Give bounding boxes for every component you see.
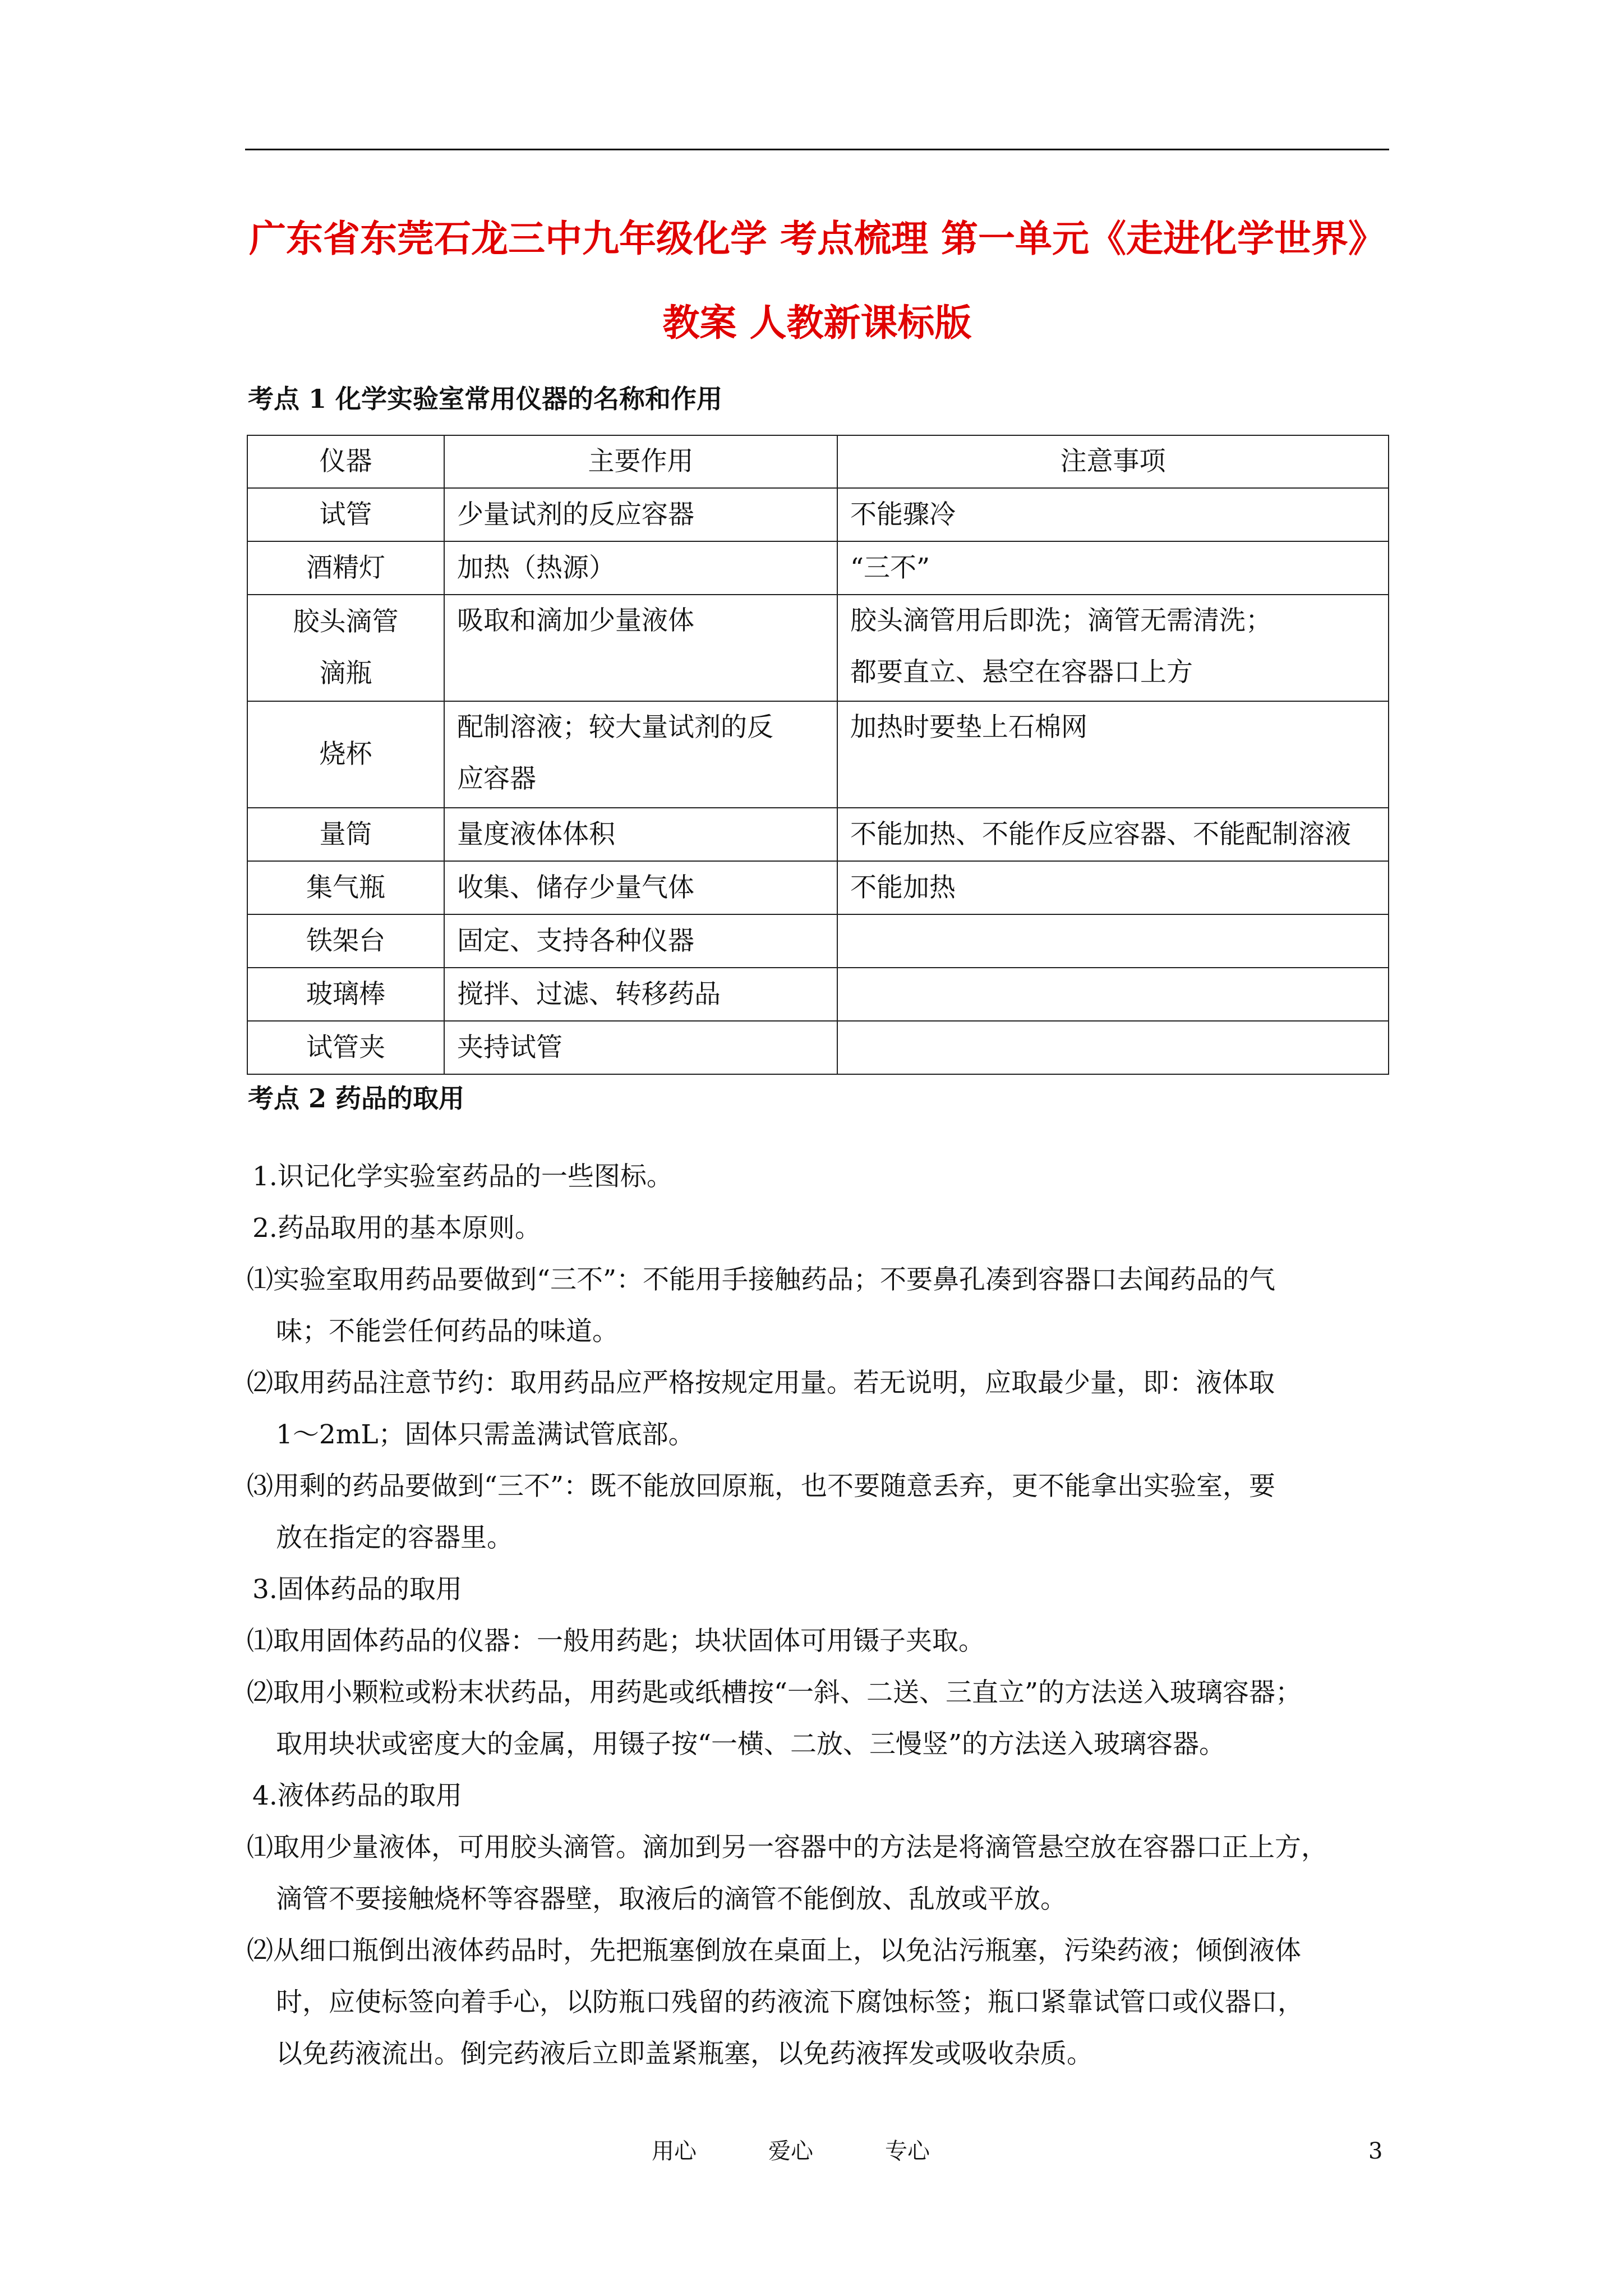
list-item-continuation: 以免药液流出。倒完药液后立即盖紧瓶塞，以免药液挥发或吸收杂质。 xyxy=(276,2039,1093,2069)
page-number: 3 xyxy=(1368,2138,1383,2164)
instrument-use: 夹持试管 xyxy=(444,1021,837,1074)
instrument-name-line: 胶头滴管 xyxy=(293,606,399,637)
section-heading-1: 考点 1 化学实验室常用仪器的名称和作用 xyxy=(248,384,723,414)
table-row xyxy=(247,488,1389,541)
instrument-note xyxy=(837,595,1389,701)
instrument-use-line: 应容器 xyxy=(457,763,536,794)
footer-motto-3: 专心 xyxy=(885,2138,930,2164)
list-item-continuation: 滴管不要接触烧杯等容器壁，取液后的滴管不能倒放、乱放或平放。 xyxy=(276,1884,1067,1915)
table-row xyxy=(247,1021,1389,1074)
list-item: 2.药品取用的基本原则。 xyxy=(252,1213,541,1244)
instrument-note: 不能骤冷 xyxy=(837,488,1389,541)
instrument-name-line: 滴瓶 xyxy=(319,658,372,689)
document-title-line-2: 教案 人教新课标版 xyxy=(662,301,972,344)
instrument-name: 试管 xyxy=(247,488,444,541)
list-item: ⑵取用小颗粒或粉末状药品，用药匙或纸槽按“一斜、二送、三直立”的方法送入玻璃容器； xyxy=(247,1677,1302,1708)
table-row xyxy=(247,861,1389,914)
instrument-note: 不能加热、不能作反应容器、不能配制溶液 xyxy=(837,808,1389,861)
document-title-line-1: 广东省东莞石龙三中九年级化学 考点梳理 第一单元《走进化学世界》 xyxy=(249,217,1385,260)
instrument-note: 加热时要垫上石棉网 xyxy=(837,701,1389,808)
instrument-use: 搅拌、过滤、转移药品 xyxy=(444,968,837,1021)
instrument-note xyxy=(837,914,1389,968)
instrument-note-line: 胶头滴管用后即洗；滴管无需清洗； xyxy=(850,605,1272,636)
instrument-use: 吸取和滴加少量液体 xyxy=(444,595,837,701)
instrument-use: 固定、支持各种仪器 xyxy=(444,914,837,968)
instrument-note: 不能加热 xyxy=(837,861,1389,914)
instrument-name: 铁架台 xyxy=(247,914,444,968)
instrument-note-line: 都要直立、悬空在容器口上方 xyxy=(850,657,1193,688)
instrument-name: 集气瓶 xyxy=(247,861,444,914)
header-rule xyxy=(245,149,1389,150)
table-row xyxy=(247,914,1389,968)
instrument-note xyxy=(837,968,1389,1021)
instrument-name: 烧杯 xyxy=(247,701,444,808)
list-item: 4.液体药品的取用 xyxy=(252,1780,462,1811)
section-heading-2: 考点 2 药品的取用 xyxy=(248,1083,465,1114)
table-row xyxy=(247,541,1389,595)
instrument-use-line: 配制溶液；较大量试剂的反 xyxy=(457,712,773,743)
instrument-name xyxy=(247,595,444,701)
list-item: ⑵从细口瓶倒出液体药品时，先把瓶塞倒放在桌面上，以免沾污瓶塞，污染药液；倾倒液体 xyxy=(247,1935,1301,1966)
table-header-cell: 注意事项 xyxy=(837,435,1389,488)
footer-motto-2: 爱心 xyxy=(768,2138,813,2164)
list-item-continuation: 放在指定的容器里。 xyxy=(276,1522,513,1553)
table-header-row xyxy=(247,435,1389,488)
instrument-note: “三不” xyxy=(837,541,1389,595)
list-item-continuation: 时，应使标签向着手心，以防瓶口残留的药液流下腐蚀标签；瓶口紧靠试管口或仪器口， xyxy=(276,1987,1304,2018)
list-item-continuation: 味；不能尝任何药品的味道。 xyxy=(276,1316,619,1347)
instrument-use: 量度液体体积 xyxy=(444,808,837,861)
paragraph-block xyxy=(247,1151,1327,2080)
footer-motto-1: 用心 xyxy=(652,2138,697,2164)
instrument-name: 酒精灯 xyxy=(247,541,444,595)
table-row xyxy=(247,701,1389,808)
list-item: 1.识记化学实验室药品的一些图标。 xyxy=(252,1161,673,1192)
table-header-cell: 仪器 xyxy=(247,435,444,488)
table-header-cell: 主要作用 xyxy=(444,435,837,488)
instrument-note xyxy=(837,1021,1389,1074)
instrument-use: 加热（热源） xyxy=(444,541,837,595)
instrument-name: 量筒 xyxy=(247,808,444,861)
instrument-use: 收集、储存少量气体 xyxy=(444,861,837,914)
instrument-name: 玻璃棒 xyxy=(247,968,444,1021)
list-item-continuation: 1～2mL；固体只需盖满试管底部。 xyxy=(276,1419,695,1450)
instrument-use: 少量试剂的反应容器 xyxy=(444,488,837,541)
list-item: ⑴取用固体药品的仪器：一般用药匙；块状固体可用镊子夹取。 xyxy=(247,1626,985,1657)
table-row xyxy=(247,968,1389,1021)
list-item: ⑴取用少量液体，可用胶头滴管。滴加到另一容器中的方法是将滴管悬空放在容器口正上方， xyxy=(247,1832,1327,1863)
list-item: ⑴实验室取用药品要做到“三不”：不能用手接触药品；不要鼻孔凑到容器口去闻药品的气 xyxy=(247,1264,1276,1295)
list-item: 3.固体药品的取用 xyxy=(252,1574,462,1605)
instrument-table xyxy=(247,435,1389,1075)
list-item-continuation: 取用块状或密度大的金属，用镊子按“一横、二放、三慢竖”的方法送入玻璃容器。 xyxy=(276,1729,1226,1760)
instrument-name: 试管夹 xyxy=(247,1021,444,1074)
list-item: ⑵取用药品注意节约：取用药品应严格按规定用量。若无说明，应取最少量，即：液体取 xyxy=(247,1368,1275,1398)
table-row xyxy=(247,808,1389,861)
list-item: ⑶用剩的药品要做到“三不”：既不能放回原瓶，也不要随意丢弃，更不能拿出实验室，要 xyxy=(247,1471,1276,1502)
table-row xyxy=(247,595,1389,701)
instrument-use xyxy=(444,701,837,808)
